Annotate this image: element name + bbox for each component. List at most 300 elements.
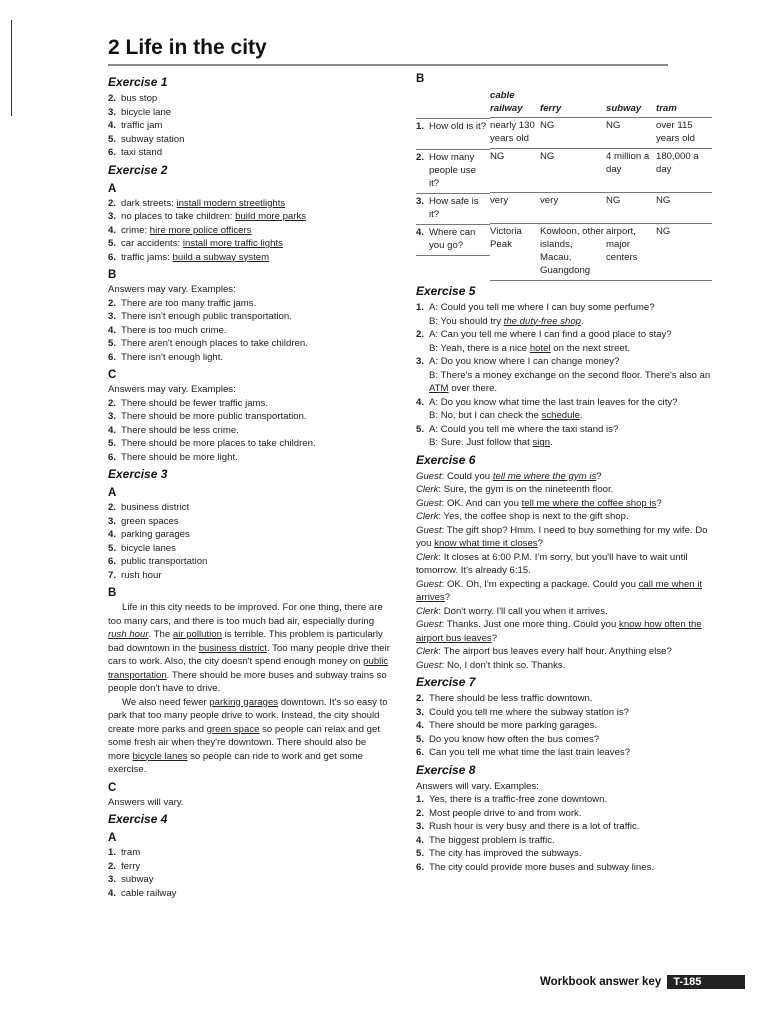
text-run: B: No, but I can check the [429, 410, 542, 421]
item-text: There should be less traffic downtown. [429, 693, 593, 704]
item-text: Yes, there is a traffic-free zone downtown. [429, 794, 608, 805]
exercise-2-heading: Exercise 2 [108, 162, 168, 177]
text-run: A: Can you tell me where I can find a good place to stay? [429, 329, 672, 340]
list-item [416, 807, 712, 821]
exercise-5-list [416, 301, 712, 450]
exercise-3-part-a-label: A [108, 487, 117, 499]
line-text [416, 436, 712, 450]
text-run: ? [444, 592, 451, 603]
margin-line [11, 20, 12, 116]
text-run: : It closes at 6:00 P.M. I'm sorry, but you'll have to wait until tomorrow. It's already 6:15. [416, 551, 688, 576]
line-text [429, 301, 712, 315]
answer-text: Clerk [416, 484, 439, 495]
list-item [108, 569, 390, 583]
text-run: so people can ride to work and get some exercise. [108, 750, 363, 775]
item-text: There aren't enough places to take children. [121, 338, 308, 349]
list-item [108, 106, 390, 120]
list-item [108, 397, 390, 411]
conversation-line [416, 409, 712, 423]
conversation-line [416, 342, 712, 356]
problem-text: traffic jams: [121, 251, 173, 263]
table-cell: NG [656, 193, 712, 224]
list-item [108, 92, 390, 106]
question-cell [416, 224, 490, 256]
item-text: There should be more places to take children. [121, 438, 316, 449]
exercise-3-part-b-label: B [108, 587, 117, 599]
table-cell: NG [540, 118, 606, 149]
item-number: 7. [108, 569, 117, 581]
item-number: 3. [416, 706, 425, 718]
list-item [108, 119, 390, 133]
exercise-4-part-b-label: B [416, 73, 425, 85]
dialogue-line [416, 470, 712, 484]
item-number: 3. [416, 356, 425, 367]
answer-text: parking garages [209, 696, 279, 708]
question-cell [416, 118, 490, 136]
dialogue-line [416, 605, 712, 619]
item-number: 2. [108, 93, 117, 104]
item-text: There should be more parking garages. [429, 720, 597, 731]
item-number: 6. [108, 251, 117, 263]
answer-text: Clerk [416, 605, 439, 617]
answer-text: call me when it arrives [416, 578, 703, 603]
item-text: bicycle lanes [121, 542, 176, 554]
item-number: 3. [416, 821, 425, 832]
list-item [108, 224, 390, 238]
item-number: 6. [416, 747, 425, 758]
table-row [416, 224, 712, 281]
text-run: B: You should try [429, 315, 504, 327]
text-run: A: Could you tell me where I can buy some perfume? [429, 302, 655, 313]
list-item [108, 146, 390, 160]
item-number: 5. [108, 438, 117, 449]
answer-text: Guest [416, 659, 442, 671]
exercise-3a-list [108, 501, 390, 582]
item-number: 5. [108, 338, 117, 349]
item-number: 2. [108, 197, 117, 209]
exercise-2c-note: Answers may vary. Examples: [108, 384, 236, 395]
item-text: subway station [121, 133, 185, 145]
question-cell [416, 149, 490, 193]
item-text: tram [121, 847, 141, 858]
text-run: A: Do you know what time the last train leaves for the city? [429, 396, 678, 408]
answer-text: hotel [529, 342, 551, 354]
text-run: : The airport bus leaves every half hour. Anything else? [438, 646, 672, 657]
footer-label: Workbook answer key [540, 976, 662, 988]
line-text [416, 342, 712, 356]
item-number: 2. [108, 397, 117, 409]
item-number: 2. [416, 151, 425, 163]
item-number: 4. [108, 120, 117, 131]
table-cell: NG [490, 149, 540, 193]
item-number: 3. [108, 106, 117, 118]
table-cell: NG [656, 224, 712, 281]
table-cell: nearly 130 years old [490, 118, 540, 149]
exercise-4a-list [108, 846, 390, 900]
item-text: ferry [121, 860, 141, 872]
item-text: There isn't enough light. [121, 351, 224, 363]
item-text: bicycle lane [121, 106, 172, 118]
list-item [108, 237, 390, 251]
item-number: 2. [108, 297, 117, 309]
item-text [121, 251, 390, 265]
dialogue-line [416, 645, 712, 659]
list-item [108, 501, 390, 515]
transport-table [416, 87, 712, 281]
conversation-line [416, 328, 712, 342]
text-run: A: Do you know where I can change money? [429, 356, 620, 367]
text-run: . [581, 315, 584, 327]
item-text: The city could provide more buses and subway lines. [429, 861, 655, 873]
text-run: on the next street. [550, 342, 631, 354]
table-header-cell: ferry [540, 103, 562, 114]
answer-text: Clerk [416, 646, 439, 657]
item-text: bus stop [121, 93, 158, 104]
text-run: : Don't worry. I'll call you when it arrives. [438, 605, 608, 617]
text-run: . [550, 437, 553, 448]
list-item [108, 297, 390, 311]
exercise-3c-note: Answers will vary. [108, 796, 184, 808]
list-item [416, 692, 712, 706]
list-item [108, 528, 390, 542]
item-number: 1. [108, 847, 117, 858]
text-run: We also need fewer [122, 696, 210, 708]
item-number: 5. [416, 423, 425, 435]
item-text: There should be more light. [121, 451, 238, 463]
table-row [416, 149, 712, 193]
item-number: 6. [416, 861, 425, 873]
line-text [429, 355, 712, 369]
item-number: 4. [416, 396, 425, 408]
answer-text: Guest [416, 470, 442, 482]
list-item [416, 793, 712, 807]
conversation-line [416, 436, 712, 450]
dialogue-line [416, 618, 712, 645]
list-item [108, 197, 390, 211]
exercise-1-heading: Exercise 1 [108, 75, 168, 89]
exercise-4-heading: Exercise 4 [108, 812, 168, 826]
title-rule [108, 64, 668, 66]
text-run: : Thanks. Just one more thing. Could you [441, 619, 620, 630]
exercise-8-note: Answers will vary. Examples: [416, 780, 539, 792]
text-run: : Could you [441, 470, 493, 482]
exercise-7-list [416, 692, 712, 760]
list-item [108, 437, 390, 451]
answer-text: Clerk [416, 551, 439, 563]
question-text: How old is it? [429, 120, 487, 132]
page-number: T-185 [667, 975, 745, 989]
item-text: cable railway [121, 887, 177, 899]
dialogue-line [416, 551, 712, 578]
list-item [108, 351, 390, 365]
dialogue-line [416, 524, 712, 551]
item-number: 1. [416, 794, 425, 805]
exercise-2b-list [108, 297, 390, 365]
text-run: ? [596, 470, 602, 482]
text-run: : No, I don't think so. Thanks. [441, 659, 566, 671]
item-number: 2. [416, 329, 425, 340]
item-text: Most people drive to and from work. [429, 807, 582, 819]
item-number: 3. [108, 211, 117, 222]
text-run: : Yes, the coffee shop is next to the gift shop. [438, 511, 629, 522]
item-text: There should be less crime. [121, 424, 239, 436]
list-item [416, 861, 712, 875]
page-footer [540, 974, 745, 990]
answer-text: know what time it closes [434, 538, 538, 549]
text-run: ? [656, 497, 662, 509]
item-number: 6. [108, 351, 117, 363]
right-column [416, 72, 712, 874]
page-title: 2 Life in the city [108, 36, 267, 59]
item-number: 6. [108, 556, 117, 567]
conversation-line [416, 396, 712, 410]
item-text [121, 224, 390, 238]
text-run: : OK. And can you [441, 497, 522, 509]
line-text [416, 369, 712, 396]
answer-text: air pollution [172, 629, 222, 640]
answer-text: Guest [416, 619, 442, 630]
list-item [108, 873, 390, 887]
line-text [416, 409, 712, 423]
list-item [108, 310, 390, 324]
item-number: 2. [108, 860, 117, 872]
answer-text: ATM [429, 383, 449, 394]
answer-text: public transportation [108, 656, 389, 681]
item-text: green spaces [121, 515, 179, 527]
item-number: 2. [108, 502, 117, 513]
text-run: B: There's a money exchange on the second floor. There's also an [429, 369, 711, 381]
text-run: Life in this city needs to be improved. For one thing, there are too many cars, and there is too much bad air, especially during [108, 602, 383, 627]
table-header-cell: tram [656, 103, 677, 114]
text-run: : Sure, the gym is on the nineteenth floor. [438, 484, 614, 495]
transport-table-body [416, 118, 712, 281]
list-item [108, 324, 390, 338]
exercise-3b-paragraph-1 [108, 601, 390, 696]
text-run: over there. [448, 383, 498, 394]
table-cell: airport, major centers [606, 224, 656, 281]
list-item [108, 251, 390, 265]
conversation-line [416, 355, 712, 369]
list-item [108, 133, 390, 147]
dialogue-line [416, 483, 712, 497]
table-header-cell [416, 87, 490, 118]
answer-text: bicycle lanes [132, 750, 188, 762]
answer-text: install modern streetlights [176, 197, 286, 209]
item-text: Rush hour is very busy and there is a lot of traffic. [429, 821, 640, 832]
item-text: business district [121, 502, 190, 513]
list-item [108, 451, 390, 465]
answer-text: rush hour [108, 629, 149, 640]
list-item [108, 337, 390, 351]
problem-text: crime: [121, 224, 150, 236]
item-text [121, 210, 390, 224]
item-number: 5. [416, 733, 425, 745]
item-text: Could you tell me where the subway station is? [429, 706, 629, 718]
table-cell: NG [606, 118, 656, 149]
item-number: 3. [108, 411, 117, 422]
list-item [416, 719, 712, 733]
table-cell: over 115 years old [656, 118, 712, 149]
problem-text: car accidents: [121, 238, 183, 249]
item-text: There are too many traffic jams. [121, 297, 257, 309]
item-text: There isn't enough public transportation. [121, 311, 292, 322]
item-text: parking garages [121, 529, 190, 540]
exercise-3-heading: Exercise 3 [108, 467, 168, 481]
exercise-2a-list [108, 197, 390, 265]
list-item [108, 210, 390, 224]
item-text: public transportation [121, 556, 208, 567]
answer-text: build more parks [235, 211, 307, 222]
item-text: The city has improved the subways. [429, 848, 582, 859]
line-text [429, 328, 712, 342]
exercise-6-heading: Exercise 6 [416, 452, 476, 467]
text-run: : The gift shop? Hmm. I need to buy something for my wife. Do you [416, 524, 708, 549]
text-run: . There should be more buses and subway trains so people don't have to drive. [108, 669, 387, 694]
answer-text: tell me where the coffee shop is [521, 497, 657, 509]
item-text: There is too much crime. [121, 324, 227, 336]
conversation-line [416, 369, 712, 396]
answer-text: the duty-free shop [503, 315, 582, 327]
answer-text: Clerk [416, 511, 439, 522]
left-column [108, 72, 390, 900]
text-run: downtown. It's so easy to park that too many people drive to work. Instead, the city should create more parks and [108, 696, 388, 735]
answer-text: green space [206, 723, 260, 735]
list-item [108, 860, 390, 874]
item-number: 4. [108, 424, 117, 436]
text-run: . Too many people drive their cars to work. Also, the city doesn't spend enough money on [108, 642, 390, 667]
text-run: ? [537, 538, 543, 549]
table-cell: Kowloon, other islands, Macau, Guangdong [540, 224, 606, 281]
table-cell: 180,000 a day [656, 149, 712, 193]
answer-text: tell me where the gym is [492, 470, 597, 482]
item-text: Can you tell me what time the last train leaves? [429, 747, 631, 758]
item-text: rush hour [121, 569, 162, 581]
text-run: : OK. Oh, I'm expecting a package. Could you [441, 578, 639, 590]
item-number: 4. [108, 324, 117, 336]
exercise-8-heading: Exercise 8 [416, 762, 476, 777]
text-run: B: Yeah, there is a nice [429, 342, 530, 354]
item-number: 4. [108, 887, 117, 899]
text-run: . The [148, 629, 173, 640]
exercise-2-part-b-label: B [108, 269, 117, 281]
item-text: There should be fewer traffic jams. [121, 397, 268, 409]
item-number: 3. [416, 195, 425, 207]
item-text: There should be more public transportation. [121, 411, 307, 422]
list-item [416, 733, 712, 747]
list-item [108, 555, 390, 569]
question-text: Where can you go? [429, 226, 476, 251]
answer-text: build a subway system [172, 251, 270, 263]
answer-text: Guest [416, 524, 442, 536]
exercise-1-list [108, 92, 390, 160]
exercise-7-heading: Exercise 7 [416, 675, 476, 689]
conversation-line [416, 423, 712, 437]
item-number: 6. [108, 147, 117, 158]
exercise-2b-note: Answers may vary. Examples: [108, 284, 236, 295]
answer-text: hire more police officers [149, 224, 252, 236]
dialogue-line [416, 510, 712, 524]
answer-text: schedule [541, 410, 580, 421]
table-header-cell: subway [606, 103, 642, 114]
text-run: . [579, 410, 583, 421]
item-text: The biggest problem is traffic. [429, 834, 555, 846]
problem-text: dark streets: [121, 197, 177, 209]
list-item [416, 746, 712, 760]
exercise-5-heading: Exercise 5 [416, 284, 476, 298]
exercise-3-part-c-label: C [108, 781, 117, 794]
table-header-cell: cable railway [490, 90, 523, 114]
conversation-line [416, 315, 712, 329]
exercise-4-part-a-label: A [108, 832, 117, 844]
list-item [416, 706, 712, 720]
table-cell: very [540, 193, 606, 224]
transport-table-header [416, 87, 712, 118]
item-number: 1. [416, 302, 425, 313]
table-cell: 4 million a day [606, 149, 656, 193]
conversation-line [416, 301, 712, 315]
answer-text: Guest [416, 497, 442, 509]
item-number: 6. [108, 451, 117, 463]
list-item [108, 410, 390, 424]
text-run: is terrible. This problem is particularly bad downtown in the [108, 629, 383, 654]
list-item [108, 424, 390, 438]
list-item [108, 542, 390, 556]
problem-text: no places to take children: [121, 211, 236, 222]
item-number: 3. [108, 515, 117, 527]
list-item [416, 847, 712, 861]
item-number: 1. [416, 120, 425, 132]
dialogue-line [416, 497, 712, 511]
dialogue-line [416, 578, 712, 605]
line-text [429, 423, 712, 437]
text-run: so people can relax and get some fresh air when they're downtown. There should also be more [108, 723, 381, 762]
text-run: A: Could you tell me where the taxi stand is? [429, 423, 619, 435]
table-cell: very [490, 193, 540, 224]
exercise-8-list [416, 793, 712, 874]
question-text: How safe is it? [429, 195, 479, 220]
item-number: 3. [108, 874, 117, 885]
exercise-2-part-c-label: C [108, 369, 117, 381]
list-item [416, 820, 712, 834]
answer-text: sign [532, 437, 551, 448]
dialogue-line [416, 659, 712, 673]
answer-text: business district [198, 642, 267, 654]
list-item [108, 515, 390, 529]
exercise-2-part-a-label: A [108, 182, 117, 195]
list-item [108, 887, 390, 901]
text-run: ? [491, 632, 498, 644]
table-cell: NG [606, 193, 656, 224]
exercise-2c-list [108, 397, 390, 465]
answer-text: install more traffic lights [182, 238, 283, 249]
exercise-6-dialogue [416, 470, 712, 673]
table-row [416, 193, 712, 224]
item-number: 4. [416, 226, 425, 238]
item-text: taxi stand [121, 147, 163, 158]
answer-text: Guest [416, 578, 442, 590]
table-cell: Victoria Peak [490, 224, 540, 281]
line-text [429, 396, 712, 410]
item-number: 5. [108, 133, 117, 145]
item-number: 4. [416, 720, 425, 731]
item-text [121, 237, 390, 251]
item-number: 3. [108, 311, 117, 322]
exercise-3b-paragraph-2 [108, 696, 390, 777]
list-item [108, 846, 390, 860]
table-row [416, 118, 712, 149]
item-number: 4. [108, 224, 117, 236]
text-run: B: Sure. Just follow that [429, 437, 533, 448]
